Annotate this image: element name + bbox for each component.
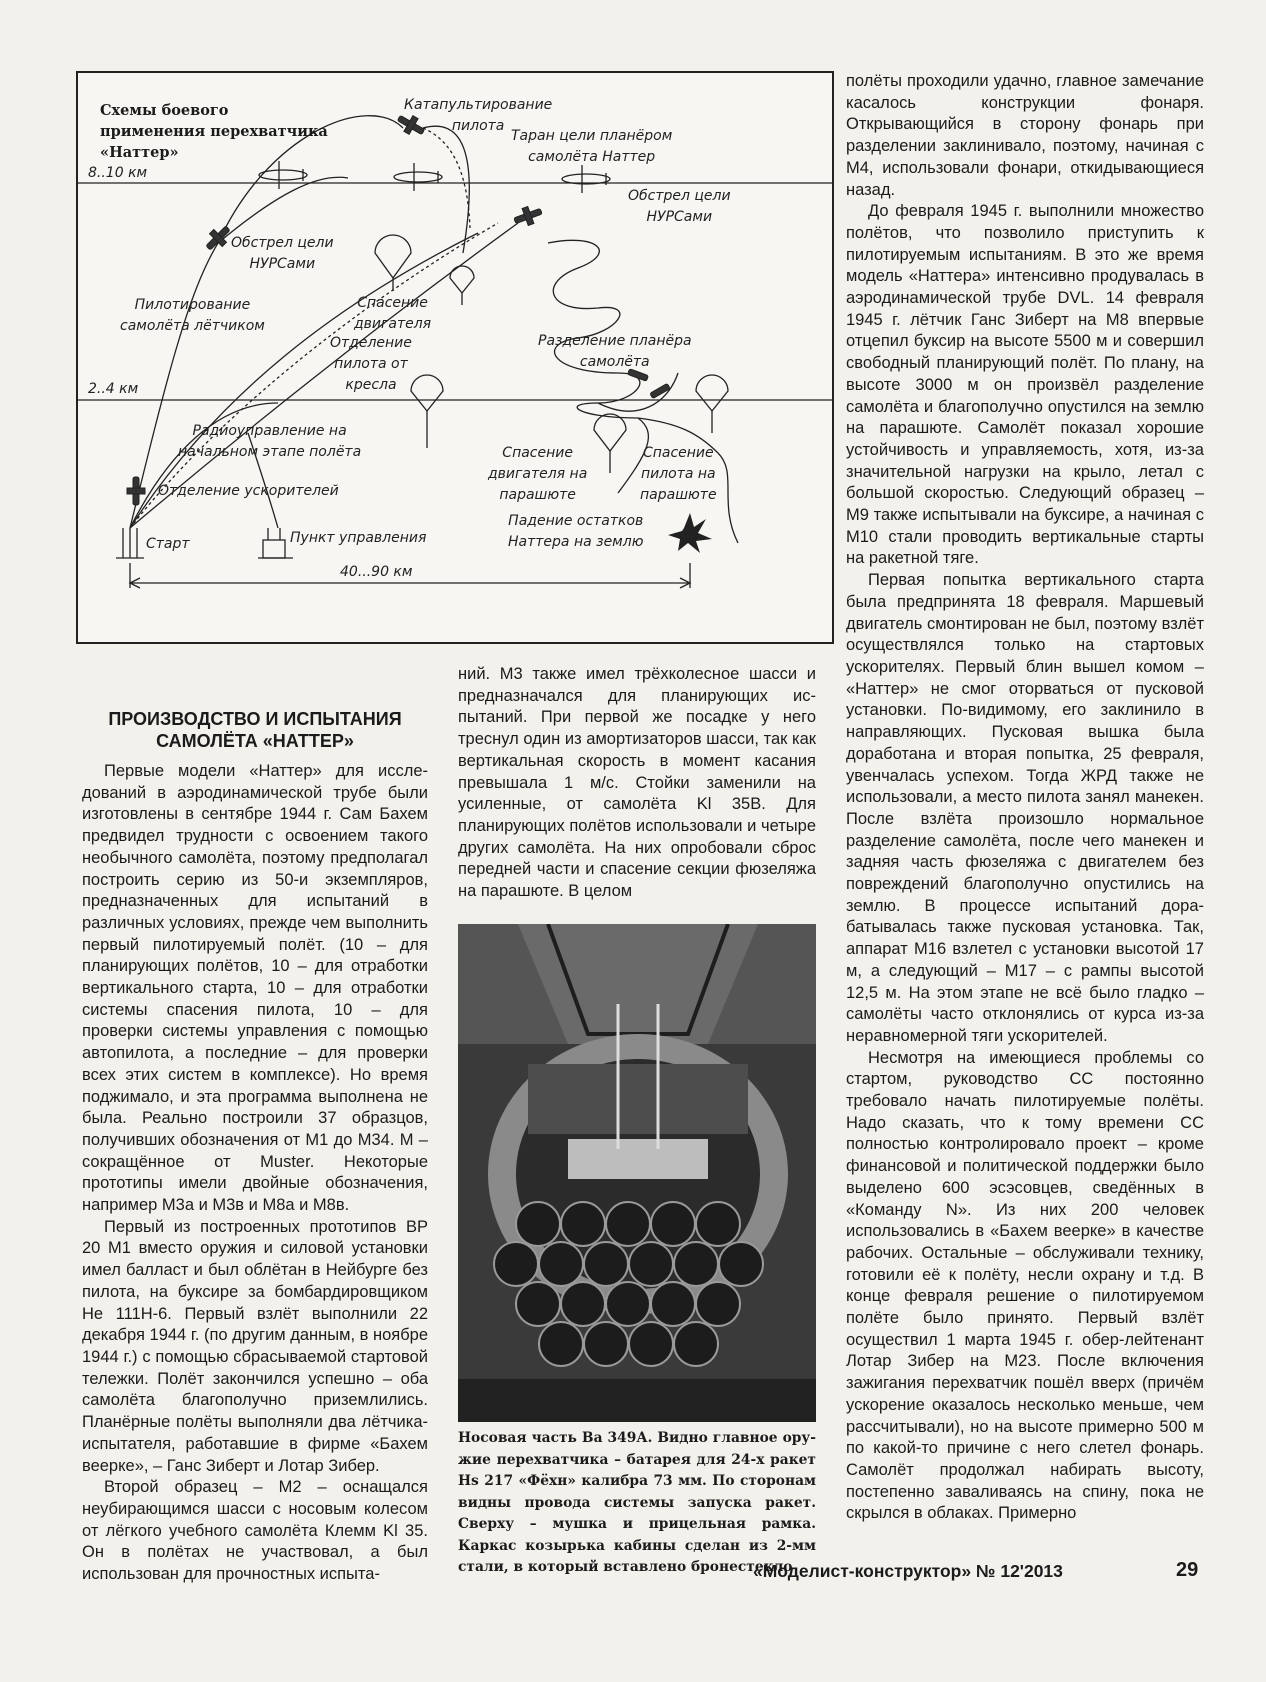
article-column-1 [82,708,428,1586]
bomber-icon [394,163,442,191]
label-pilot-chute: Спасение пилота на парашюте [640,445,717,503]
aircraft-icon [650,383,670,398]
nose-section-photo [458,924,816,1422]
label-debris: Падение остатков Наттера на землю [508,513,644,550]
parachute-pilot-mid [450,266,474,293]
section-heading: ПРОИЗВОДСТВО И ИСПЫТАНИЯ САМОЛЁТА «НАТТЕР» [108,709,402,751]
paragraph: полёты проходили удачно, главное замечание касалось конструкции фонаря. Открывающийся в сторону фонарь при разделении заклинивало, поэтому, начиная с М4, использовали фонари, откидывающиеся назад. [846,72,1204,199]
label-booster-separation: Отделение ускорителей [158,483,339,499]
aircraft-icon [127,477,145,505]
label-ram: Таран цели планёром самолёта Наттер [511,128,673,165]
trajectory-ejection [423,126,469,253]
paragraph: Второй образец – М2 – оснащался неубирающимся шасси с носовым колесом от лёгкого учебного самолёта Клемм Kl 35. Он в полётах не участвовал, а был использован для прочностных испыта- [82,1478,428,1584]
label-radio: Радиоуправление на начальном этапе полёта [178,423,362,460]
paragraph: Первый из построенных прототипов ВР 20 М1 вместо оружия и силовой установки имел балласт и был облётан в Нейбурге без пилота, на буксире за бомбардировщиком Не 111Н-6. Первый взлёт выполнили 22 декабря 1944 г. (по другим данным, в ноябре 1944 г.) с помощью сбрасываемой стартовой тележки. Полёт закончился успешно – оба самолёта благополучно приземлились. Планёрные полёты выполняли два лётчика- испытателя, работавшие в фирме «Бахем веерке», – Ганс Зиберт и Лотар Зибер. [82,1217,428,1475]
bomber-icon [259,161,307,189]
photo-drawing [458,924,816,1422]
parachute-pilot-low [696,375,728,411]
altitude-low-label: 2..4 км [88,381,139,397]
combat-scheme-diagram [76,71,834,644]
label-catapult: Катапультирование пилота [404,97,553,134]
label-control-point: Пункт управления [290,530,427,546]
magazine-footer: «Моделист-конструктор» № 12'2013 [753,1561,1063,1581]
label-engine-rescue: Спасение двигателя [354,295,432,332]
paragraph: До февраля 1945 г. выполнили множество полётов, что позволило приступить к пилотируемым испытаниям. В это же время модель «Наттера» интенсивно продувалась в аэродинамической трубе DVL. 14 февраля 1945 г. лётчик Ганс Зиберт на М8 впервые отцепил буксир на высоте 5500 м и совершил свободный планирующий полёт. По плану, на высоте 3000 м он произвёл разделение самолёта и благополучно опустился на землю на парашюте. Самолёт показал хорошие устойчивость и управляемость, хотя, из-за значительной нагрузки на крыло, летал с большой скоростью. Следующий образец – М9 также испытывали на буксире, а начиная с М10 стали проводить вертикальные старты на ракетной тяге. [846,202,1204,568]
label-fire-left: Обстрел цели НУРСами [231,235,334,272]
parachute-engine-low [594,414,626,451]
aircraft-icon [512,203,544,229]
paragraph: Первая попытка вертикального старта была предпринята 18 февраля. Маршевый двигатель смонтирован не был, поэтому взлёт осуществлялся только на стартовых ускорителях. Первый блин вышел комом – «Наттер» не смог оторваться от пусковой установки. По-видимому, его заклинило в направляющих. Пусковая вышка была доработана и вторая попытка, 25 февраля, увенчалась успехом. Тогда ЖРД также не использовали, а место пилота занял манекен. После взлёта произошло нормальное разделение самолёта, после чего манекен и задняя часть фюзеляжа с двигателем без повреждений благополучно опустились на землю. В процессе испытаний дорабатывалась также пусковая установка. Так, аппарат М16 взлетел с установки высотой 17 м, а следующий – М17 – с рампы высотой 12,5 м. На этом этапе не всё было гладко – самолёты часто отклонялись от курса из-за неравномерной тяги ускорителей. [846,571,1204,1045]
distance-label: 40...90 км [340,564,413,580]
bomber-icon [562,165,610,193]
diagram-title: Схемы боевого применения перехватчика «Наттер» [100,102,328,161]
photo-caption: Носовая часть Ва 349А. Видно главное оружие перехватчика – батарея для 24-х ракет Hs 217 «Фёхн» калибра 73 мм. По сторонам видны провода системы запуска ракет. Сверху – мушка и прицельная рамка. Каркас козырька кабины сделан из 2-мм стали, в который вставлено бронестекло [458,1430,816,1575]
label-start: Старт [146,536,190,552]
label-glider-separation: Разделение планёра самолёта [538,333,692,370]
article-column-3 [846,71,1204,1525]
paragraph: Первые модели «Наттер» для исследований в аэродинамической трубе были изготовлены в сентябре 1944 г. Сам Бахем предвидел трудности с освоением такого необычного самолёта, поэтому предполагал построить серию из 50-и экземпляров, предназначенных для испытаний в различных условиях, прежде чем выполнить первый пилотируемый полёт. (10 – для планирующих полётов, 10 – для отработки вертикального старта, 10 – для отработки системы спасения пилота, 10 – для проверки системы управления с помощью автопилота, а последние – для проверки всех этих систем в комплексе). Но время поджимало, и эта программа выполнена не была. Реально построили 37 образцов, получивших обозначения от М1 до М34. М – сокращённое от Muster. Некоторые прототипы имели двойные обозначения, например М3а и М3в и М8а и М8в. [82,762,428,1215]
altitude-high-label: 8..10 км [88,165,148,181]
paragraph: Несмотря на имеющиеся проблемы со стартом, руководство СС постоянно требовало начать пилотируемые полёты. Надо сказать, что к тому времени СС полностью контролировало проект – кроме финансовой и политической поддержки было выделено 600 эсэсовцев, сведённых в «Команду N». Из них 200 человек использовались в «Бахем веерке» в качестве рабочих. Остальные – обслуживали технику, готовили её к полёту, несли охрану и т.д. В конце февраля решение о пилотируемом полёте было принято. Первый взлёт осуществил 1 марта 1945 г. обер-лейтенант Лотар Зибер на М23. После включения зажигания перехватчик пошёл вверх (причём ускорение оказалось несколько меньше, чем рассчитывали), но на высоте примерно 500 м по какой-то причине с него слетел фонарь. Самолёт продолжал набирать высоту, постепенно заваливаясь на спину, пока не скрылся в облаках. Примерно [846,1048,1204,1523]
paragraph: ний. М3 также имел трёхколесное шасси и предназначался для планирующих испытаний. При первой же посадке у него треснул один из амортизаторов шасси, так как вертикальная скорость в момент касания превышала 1 м/с. Стойки заменили на усиленные, от самолёта Kl 35B. Для планирующих полётов использовали и четыре других самолёта. На них опробовали сброс передней части и спасение секции фюзеляжа на парашюте. В целом [458,665,816,901]
article-column-2 [458,664,816,903]
spiral-descent [548,240,640,418]
label-piloting: Пилотирование самолёта лётчиком [120,297,265,334]
parachute-left-low [411,375,443,411]
explosion-icon [668,513,712,553]
label-engine-chute: Спасение двигателя на парашюте [488,445,588,503]
label-pilot-separation: Отделение пилота от кресла [330,335,412,393]
page-number: 29 [1176,1559,1199,1581]
label-fire-right: Обстрел цели НУРСами [628,188,731,225]
aircraft-icon [202,222,235,255]
